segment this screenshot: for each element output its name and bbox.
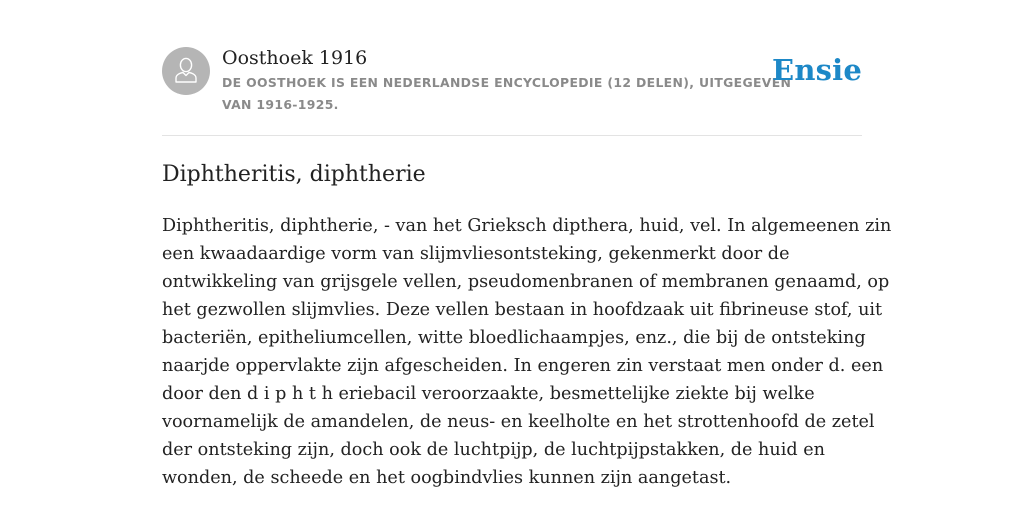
user-silhouette-icon[interactable] (162, 47, 210, 95)
body-line: door den d i p h t h eriebacil veroorzaakte, besmettelijke ziekte bij welke (162, 384, 815, 404)
body-line: bacteriën, epitheliumcellen, witte bloedlichaampjes, enz., die bij de ontsteking (162, 328, 866, 348)
body-line: voornamelijk de amandelen, de neus- en keelholte en het strottenhoofd de zetel (162, 412, 875, 432)
body-line: wonden, de scheede en het oogbindvlies kunnen zijn aangetast. (162, 468, 732, 488)
body-line: het gezwollen slijmvlies. Deze vellen bestaan in hoofdzaak uit fibrineuse stof, uit (162, 300, 883, 320)
body-line: een kwaadaardige vorm van slijmvliesontsteking, gekenmerkt door de (162, 244, 790, 264)
source-description-line: DE OOSTHOEK IS EEN NEDERLANDSE ENCYCLOPEDIE (12 DELEN), UITGEGEVEN (222, 75, 792, 90)
source-description-line: VAN 1916-1925. (222, 97, 339, 112)
source-header (162, 46, 862, 136)
ensie-logo[interactable]: Ensie (772, 53, 862, 87)
entry-title: Diphtheritis, diphtherie (162, 162, 426, 187)
source-title[interactable]: Oosthoek 1916 (222, 47, 368, 69)
body-line: der ontsteking zijn, doch ook de luchtpijp, de luchtpijpstakken, de huid en (162, 440, 825, 460)
source-description (222, 72, 792, 116)
body-line: naarjde oppervlakte zijn afgescheiden. In engeren zin verstaat men onder d. een (162, 356, 884, 376)
body-line: ontwikkeling van grijsgele vellen, pseudomenbranen of membranen genaamd, op (162, 272, 890, 292)
body-line: Diphtheritis, diphtherie, - van het Grieksch dipthera, huid, vel. In algemeenen zin (162, 216, 892, 236)
header-divider (162, 135, 862, 136)
entry-body (162, 212, 892, 492)
